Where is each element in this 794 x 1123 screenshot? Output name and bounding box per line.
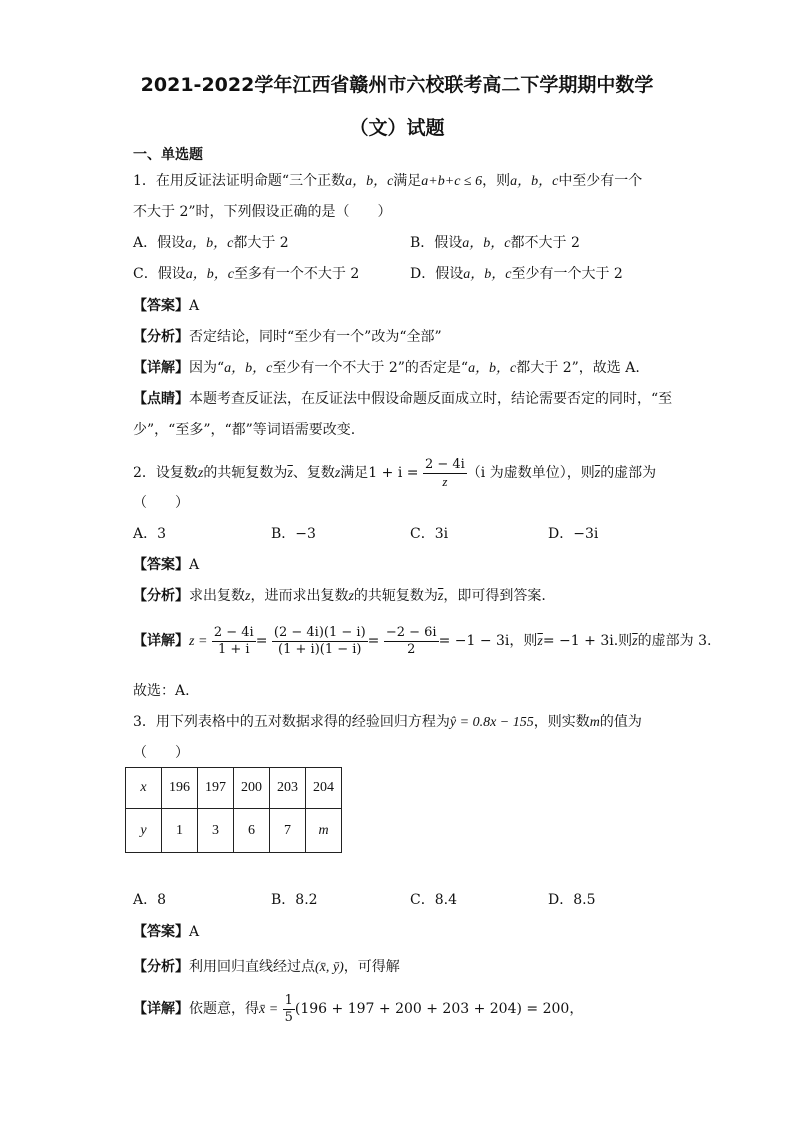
- q2-stem-f: 的虚部为: [600, 465, 657, 481]
- q2-detail-zbar-2: $\overline{z}$: [632, 634, 638, 649]
- table-row: [126, 809, 342, 853]
- q2-frac-den: z: [442, 473, 448, 489]
- table-cell: y: [126, 809, 162, 853]
- q3-analysis-b: ，可得解: [343, 959, 400, 975]
- q2-analysis-z: z: [245, 589, 251, 604]
- q2-analysis-a: 求出复数: [189, 588, 245, 604]
- table-cell: 1: [162, 809, 198, 853]
- q3-option-d: D．8.5: [548, 892, 596, 908]
- analysis-text: 否定结论，同时“至少有一个”改为“全部”: [189, 329, 442, 345]
- q1-detail-vars-2: a，b，c: [468, 361, 517, 376]
- q2-detail-z: z =: [189, 634, 208, 649]
- q3-analysis-a: 利用回归直线经过点: [189, 959, 315, 975]
- q2-option-a: A．3: [133, 526, 167, 542]
- q1-detail-vars: a，b，c: [224, 361, 273, 376]
- q2-analysis-d: ，即可得到答案.: [443, 588, 546, 604]
- table-cell: 203: [270, 768, 306, 809]
- q2-detail-frac3: [384, 625, 439, 658]
- point-text: 本题考查反证法，在反证法中假设命题反面成立时，结论需要否定的同时，“至: [189, 391, 673, 407]
- q2-detail-frac3-den: 2: [407, 641, 416, 657]
- q1-opt-a-tail: 都大于 2: [233, 235, 289, 251]
- analysis-label: 【分析】: [133, 329, 189, 345]
- q2-detail-eq2: =: [367, 633, 380, 649]
- q1-option-d: [410, 265, 623, 284]
- q1-point: [133, 390, 672, 408]
- q2-detail-frac1: [212, 625, 256, 658]
- q2-var-z: z: [197, 466, 204, 481]
- q2-conclusion: 故选：A.: [133, 683, 190, 699]
- q2-stem-line1: [133, 455, 656, 491]
- q3-detail-a: 依题意，得: [189, 1001, 259, 1017]
- q2-fraction: [423, 457, 467, 490]
- q1-option-a: [133, 234, 289, 253]
- q3-option-c: C．8.4: [410, 892, 457, 908]
- q2-frac-num: 2 − 4i: [424, 456, 465, 472]
- q2-stem-d: 满足: [340, 465, 369, 481]
- q2-detail-conj: = −1 + 3i: [542, 633, 614, 649]
- table-row: [126, 768, 342, 809]
- q1-stem-line1: [133, 172, 642, 191]
- q3-detail-end: ，: [569, 1001, 584, 1017]
- q2-stem-e: （i 为虚数单位），则: [466, 465, 595, 481]
- q1-detail-a: 因为“: [189, 360, 225, 376]
- q2-detail-then: ，则: [509, 633, 538, 649]
- q2-stem-a: 2．设复数: [133, 465, 198, 481]
- q2-stem-line2: （ ）: [133, 495, 189, 511]
- q1-stem-line2: 不大于 2”时，下列假设正确的是（ ）: [133, 204, 392, 220]
- detail-label: 【详解】: [133, 1001, 189, 1017]
- table-cell: 200: [234, 768, 270, 809]
- q1-detail-b: 至少有一个不大于 2”的否定是“: [272, 360, 469, 376]
- q1-answer: [133, 297, 199, 315]
- q3-detail: [133, 990, 583, 1028]
- q1-stem-d: 中至少有一个: [558, 173, 643, 189]
- q2-detail: [133, 622, 711, 660]
- point-label: 【点睛】: [133, 391, 189, 407]
- q1-stem-c: ，则: [482, 173, 511, 189]
- q2-option-c: C．3i: [410, 526, 449, 542]
- q3-stem-c: 的值为: [599, 714, 642, 730]
- table-cell: 3: [198, 809, 234, 853]
- q2-analysis-b: ，进而求出复数: [250, 588, 349, 604]
- q1-stem-b: 满足: [393, 173, 422, 189]
- q3-detail-frac-num: 1: [284, 992, 293, 1008]
- table-cell: 196: [162, 768, 198, 809]
- table-cell: 204: [306, 768, 342, 809]
- analysis-label: 【分析】: [133, 959, 189, 975]
- q1-detail: [133, 359, 640, 378]
- table-cell: x: [126, 768, 162, 809]
- table-cell: m: [306, 809, 342, 853]
- q1-opt-b-label: B．假设: [410, 235, 463, 251]
- q1-opt-a-label: A．假设: [133, 235, 186, 251]
- q1-condition: a+b+c ≤ 6: [421, 174, 483, 189]
- q3-stem-b: ，则实数: [533, 714, 590, 730]
- answer-value: A: [189, 557, 200, 573]
- document-title-line2: （文）试题: [349, 117, 445, 139]
- q3-stem-line2: （ ）: [133, 745, 189, 761]
- q1-detail-c: 都大于 2”，故选 A.: [516, 360, 640, 376]
- q1-opt-a-vars: a，b，c: [185, 236, 234, 251]
- q2-detail-zbar: $\overline{z}$: [537, 634, 543, 649]
- section-heading: 一、单选题: [133, 147, 203, 163]
- q1-point-line2: 少”，“至多”，“都”等词语需要改变.: [133, 422, 356, 438]
- analysis-label: 【分析】: [133, 588, 189, 604]
- q1-opt-b-tail: 都不大于 2: [510, 235, 580, 251]
- q3-regression-eq: ŷ = 0.8x − 155: [449, 715, 534, 730]
- q1-opt-b-vars: a，b，c: [462, 236, 511, 251]
- q2-option-d: D．−3i: [548, 526, 599, 542]
- table-cell: 6: [234, 809, 270, 853]
- q2-analysis-c: 的共轭复数为: [353, 588, 438, 604]
- q1-vars-2: a，b，c: [510, 174, 559, 189]
- q2-analysis: [133, 587, 546, 606]
- document-title-line1: 2021-2022学年江西省赣州市六校联考高二下学期期中数学: [140, 74, 654, 96]
- q3-option-b: B．8.2: [271, 892, 318, 908]
- q1-opt-d-vars: a，b，c: [463, 267, 512, 282]
- q2-detail-then2: .则: [613, 633, 633, 649]
- q1-opt-d-label: D．假设: [410, 266, 464, 282]
- q1-opt-c-vars: a，b，c: [185, 267, 234, 282]
- q3-analysis-point: (x̄, ȳ): [315, 960, 344, 975]
- answer-label: 【答案】: [133, 924, 189, 940]
- q2-detail-end: 的虚部为 3.: [637, 633, 712, 649]
- q3-data-table: [125, 767, 342, 853]
- q2-lhs: 1 + i =: [368, 465, 419, 481]
- q2-detail-frac2-den: (1 + i)(1 − i): [278, 641, 362, 657]
- q2-stem-c: 、复数: [292, 465, 335, 481]
- q2-detail-frac3-num: −2 − 6i: [385, 624, 437, 640]
- q1-vars: a，b，c: [345, 174, 394, 189]
- q3-analysis: [133, 958, 400, 977]
- q3-stem-line1: [133, 713, 642, 732]
- answer-value: A: [189, 298, 200, 314]
- q1-opt-d-tail: 至少有一个大于 2: [511, 266, 623, 282]
- q3-option-a: A．8: [133, 892, 167, 908]
- q2-analysis-z-2: z: [348, 589, 354, 604]
- q2-stem-b: 的共轭复数为: [203, 465, 288, 481]
- q3-answer: [133, 923, 199, 941]
- q3-detail-xbar: x̄ =: [259, 1002, 279, 1017]
- answer-label: 【答案】: [133, 557, 189, 573]
- answer-value: A: [189, 924, 200, 940]
- q1-opt-c-tail: 至多有一个不大于 2: [233, 266, 360, 282]
- q1-option-c: [133, 265, 359, 284]
- q1-option-b: [410, 234, 580, 253]
- q2-detail-frac1-num: 2 − 4i: [213, 624, 254, 640]
- q1-stem-a: 1．在用反证法证明命题“三个正数: [133, 173, 346, 189]
- q1-opt-c-label: C．假设: [133, 266, 186, 282]
- q2-option-b: B．−3: [271, 526, 316, 542]
- q3-detail-frac: [283, 993, 295, 1026]
- q3-var-m: m: [589, 715, 600, 730]
- q2-detail-frac2: [272, 625, 368, 658]
- q2-var-zbar: $\overline{z}$: [287, 466, 293, 481]
- q2-detail-frac2-num: (2 − 4i)(1 − i): [273, 624, 366, 640]
- q2-analysis-zbar: $\overline{z}$: [437, 589, 444, 604]
- q3-stem-a: 3．用下列表格中的五对数据求得的经验回归方程为: [133, 714, 450, 730]
- q2-detail-eq1: =: [255, 633, 268, 649]
- q2-detail-frac1-den: 1 + i: [217, 641, 250, 657]
- detail-label: 【详解】: [133, 360, 189, 376]
- detail-label: 【详解】: [133, 633, 189, 649]
- q2-var-zbar-2: $\overline{z}$: [594, 466, 601, 481]
- table-cell: 197: [198, 768, 234, 809]
- q1-analysis: [133, 328, 442, 346]
- table-cell: 7: [270, 809, 306, 853]
- q2-answer: [133, 556, 199, 574]
- q3-detail-frac-den: 5: [284, 1009, 293, 1025]
- q2-detail-result: = −1 − 3i: [438, 633, 510, 649]
- q3-detail-sum: (196 + 197 + 200 + 203 + 204) = 200: [294, 1001, 570, 1017]
- answer-label: 【答案】: [133, 298, 189, 314]
- q2-var-z-2: z: [334, 466, 341, 481]
